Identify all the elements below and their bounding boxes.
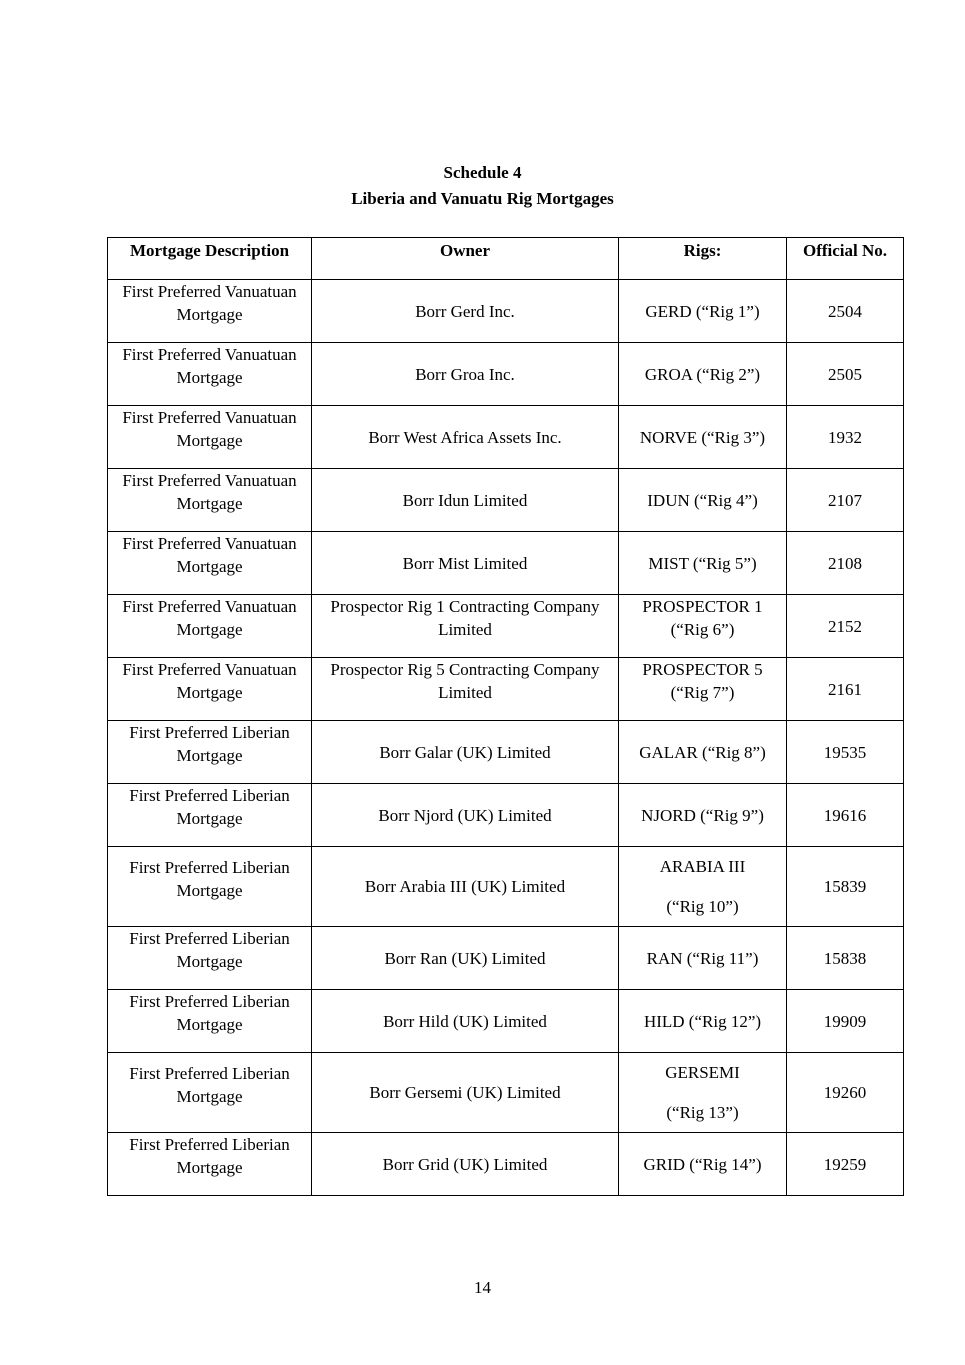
- cell-official-no: 15839: [787, 847, 904, 927]
- cell-rig: [619, 927, 787, 990]
- cell-rig: [619, 847, 787, 927]
- schedule-subheading: Liberia and Vanuatu Rig Mortgages: [351, 189, 614, 208]
- description-text: First Preferred Vanuatuan Mortgage: [122, 345, 297, 387]
- cell-official-no: 2505: [787, 343, 904, 406]
- rig-text: [627, 658, 778, 704]
- rig-name: RAN (“Rig 11”): [646, 948, 759, 968]
- cell-description: [108, 595, 312, 658]
- table-row: [108, 1133, 904, 1196]
- cell-owner: Borr Njord (UK) Limited: [312, 784, 619, 847]
- cell-description: [108, 847, 312, 927]
- table-row: [108, 406, 904, 469]
- mortgage-table: [107, 237, 904, 1196]
- rig-label: (“Rig 13”): [666, 1103, 739, 1122]
- cell-owner: Borr Gersemi (UK) Limited: [312, 1053, 619, 1133]
- cell-owner: Borr Ran (UK) Limited: [312, 927, 619, 990]
- cell-official-no: 2108: [787, 532, 904, 595]
- cell-official-no: 2107: [787, 469, 904, 532]
- cell-owner: Borr Grid (UK) Limited: [312, 1133, 619, 1196]
- cell-rig: [619, 990, 787, 1053]
- description-text: First Preferred Vanuatuan Mortgage: [122, 597, 297, 639]
- table-row: [108, 658, 904, 721]
- table-row: [108, 1053, 904, 1133]
- cell-rig: [619, 280, 787, 343]
- table-row: [108, 721, 904, 784]
- description-text: First Preferred Liberian Mortgage: [129, 1135, 290, 1177]
- cell-owner: Borr Hild (UK) Limited: [312, 990, 619, 1053]
- cell-official-no: 2161: [787, 658, 904, 721]
- description-text: First Preferred Liberian Mortgage: [129, 992, 290, 1034]
- header-official-no: Official No.: [787, 238, 904, 280]
- table-row: [108, 784, 904, 847]
- table-header-row: [108, 238, 904, 280]
- rig-name: GERD (“Rig 1”): [645, 301, 760, 321]
- cell-official-no: 2504: [787, 280, 904, 343]
- table-row: [108, 343, 904, 406]
- cell-rig: [619, 532, 787, 595]
- cell-owner: Borr Galar (UK) Limited: [312, 721, 619, 784]
- cell-rig: [619, 658, 787, 721]
- rig-name: PROSPECTOR 1: [642, 597, 763, 616]
- cell-official-no: 19535: [787, 721, 904, 784]
- description-text: First Preferred Liberian Mortgage: [129, 929, 290, 971]
- cell-owner: Borr Arabia III (UK) Limited: [312, 847, 619, 927]
- cell-description: [108, 1053, 312, 1133]
- cell-official-no: 19616: [787, 784, 904, 847]
- owner-text: Prospector Rig 1 Contracting Company Limited: [330, 597, 600, 639]
- rig-name: ARABIA III: [659, 857, 746, 876]
- description-text: First Preferred Vanuatuan Mortgage: [122, 660, 297, 702]
- cell-description: [108, 280, 312, 343]
- cell-description: [108, 1133, 312, 1196]
- cell-rig: [619, 469, 787, 532]
- rig-label: (“Rig 10”): [666, 897, 739, 916]
- header-rigs: Rigs:: [619, 238, 787, 280]
- cell-owner: Borr Mist Limited: [312, 532, 619, 595]
- cell-description: [108, 927, 312, 990]
- table-row: [108, 469, 904, 532]
- table-row: [108, 990, 904, 1053]
- cell-description: [108, 658, 312, 721]
- table-row: [108, 532, 904, 595]
- cell-description: [108, 990, 312, 1053]
- rig-name: NORVE (“Rig 3”): [639, 427, 766, 447]
- table-row: [108, 280, 904, 343]
- header-mortgage-description: Mortgage Description: [108, 238, 312, 280]
- page-number: 14: [474, 1278, 491, 1297]
- rig-text: [627, 1061, 778, 1124]
- cell-rig: [619, 1133, 787, 1196]
- table-row: [108, 927, 904, 990]
- cell-rig: [619, 343, 787, 406]
- cell-rig: [619, 595, 787, 658]
- description-text: First Preferred Liberian Mortgage: [129, 857, 290, 900]
- rig-name: GERSEMI: [665, 1063, 740, 1082]
- rig-label: (“Rig 6”): [670, 620, 735, 639]
- table-row: [108, 847, 904, 927]
- cell-owner: Borr Idun Limited: [312, 469, 619, 532]
- cell-official-no: 19260: [787, 1053, 904, 1133]
- owner-text: Prospector Rig 5 Contracting Company Limited: [330, 660, 600, 702]
- cell-official-no: 2152: [787, 595, 904, 658]
- rig-name: GRID (“Rig 14”): [643, 1154, 762, 1174]
- cell-description: [108, 406, 312, 469]
- rig-name: HILD (“Rig 12”): [643, 1011, 762, 1031]
- rig-text: [627, 855, 778, 918]
- schedule-title: [0, 160, 965, 212]
- description-text: First Preferred Vanuatuan Mortgage: [122, 282, 297, 324]
- rig-name: IDUN (“Rig 4”): [647, 490, 758, 510]
- cell-rig: [619, 406, 787, 469]
- cell-description: [108, 469, 312, 532]
- description-text: First Preferred Vanuatuan Mortgage: [122, 408, 297, 450]
- rig-name: MIST (“Rig 5”): [648, 553, 757, 573]
- rig-name: NJORD (“Rig 9”): [641, 805, 764, 825]
- cell-official-no: 15838: [787, 927, 904, 990]
- cell-rig: [619, 784, 787, 847]
- cell-owner: Borr Gerd Inc.: [312, 280, 619, 343]
- cell-official-no: 1932: [787, 406, 904, 469]
- cell-owner: [312, 595, 619, 658]
- cell-description: [108, 721, 312, 784]
- cell-official-no: 19909: [787, 990, 904, 1053]
- description-text: First Preferred Liberian Mortgage: [129, 723, 290, 765]
- rig-name: GROA (“Rig 2”): [644, 364, 761, 384]
- description-text: First Preferred Liberian Mortgage: [129, 786, 290, 828]
- rig-text: [627, 595, 778, 641]
- description-text: First Preferred Vanuatuan Mortgage: [122, 534, 297, 576]
- schedule-heading: Schedule 4: [443, 163, 522, 182]
- cell-description: [108, 532, 312, 595]
- cell-description: [108, 343, 312, 406]
- rig-name: PROSPECTOR 5: [642, 660, 763, 679]
- header-owner: Owner: [312, 238, 619, 280]
- rig-label: (“Rig 7”): [670, 683, 735, 702]
- table-row: [108, 595, 904, 658]
- rig-name: GALAR (“Rig 8”): [639, 742, 766, 762]
- description-text: First Preferred Vanuatuan Mortgage: [122, 471, 297, 513]
- cell-owner: Borr Groa Inc.: [312, 343, 619, 406]
- cell-official-no: 19259: [787, 1133, 904, 1196]
- cell-rig: [619, 1053, 787, 1133]
- description-text: First Preferred Liberian Mortgage: [129, 1063, 290, 1106]
- cell-owner: Borr West Africa Assets Inc.: [312, 406, 619, 469]
- cell-owner: [312, 658, 619, 721]
- cell-description: [108, 784, 312, 847]
- cell-rig: [619, 721, 787, 784]
